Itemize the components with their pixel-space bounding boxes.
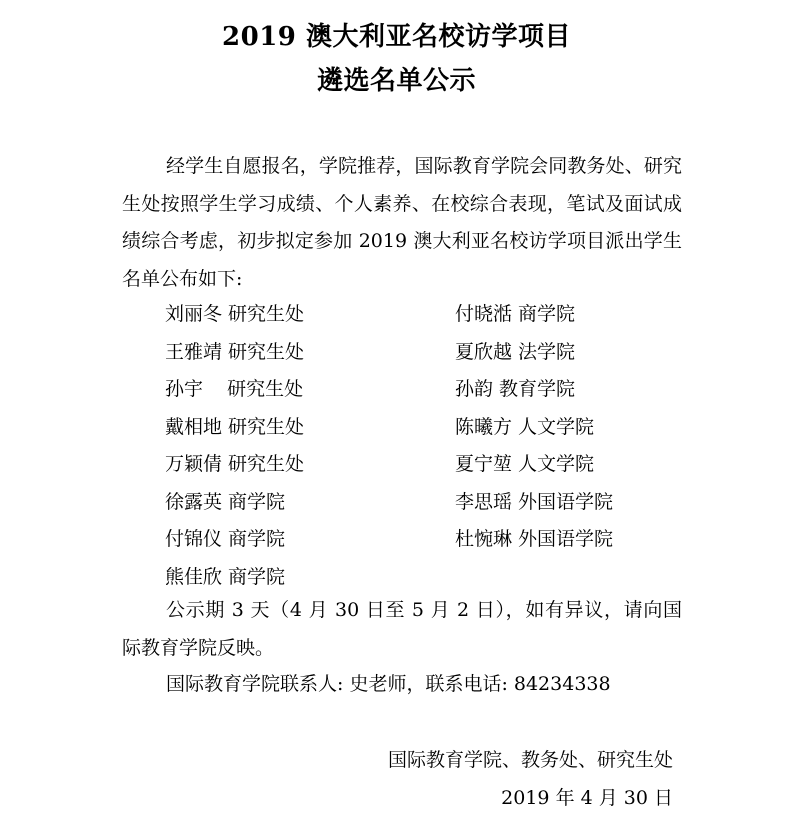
signature-date: 2019 年 4 月 30 日	[501, 787, 673, 809]
intro-paragraph: 经学生自愿报名，学院推荐，国际教育学院会同教务处、研究生处按照学生学习成绩、个人素养、在校综合表现，笔试及面试成绩综合考虑，初步拟定参加 2019 澳大利亚名校访学项目派出学生名单公布如下:	[122, 155, 682, 290]
student-row	[165, 559, 685, 597]
student-row	[165, 521, 685, 559]
student-entry: 万颖倩 研究生处	[165, 453, 305, 475]
student-entry: 陈曦方 人文学院	[455, 415, 595, 438]
student-row	[165, 334, 685, 372]
student-entry: 孙韵 教育学院	[455, 378, 576, 400]
student-entry: 孙宇 研究生处	[165, 378, 304, 400]
student-row	[165, 484, 685, 522]
student-entry: 徐露英 商学院	[165, 490, 286, 513]
student-entry: 杜惋琳 外国语学院	[455, 528, 614, 550]
notice-paragraph: 公示期 3 天（4 月 30 日至 5 月 2 日），如有异议，请向国际教育学院反映。	[122, 599, 682, 659]
student-row	[165, 296, 685, 334]
student-entry: 夏欣越 法学院	[455, 340, 576, 363]
student-entry: 戴相地 研究生处	[165, 415, 305, 438]
student-row	[165, 371, 685, 409]
student-entry: 付锦仪 商学院	[165, 528, 286, 550]
student-entry: 付晓湉 商学院	[455, 303, 576, 325]
document-subtitle: 遴选名单公示	[316, 66, 476, 96]
student-row	[165, 446, 685, 484]
contact-paragraph: 国际教育学院联系人: 史老师，联系电话: 84234338	[166, 673, 611, 695]
student-entry: 王雅靖 研究生处	[165, 340, 305, 363]
student-entry: 夏宁堃 人文学院	[455, 453, 595, 475]
student-entry: 李思瑶 外国语学院	[455, 490, 614, 513]
student-entry: 刘丽冬 研究生处	[165, 303, 305, 325]
student-entry: 熊佳欣 商学院	[165, 565, 286, 588]
document-title: 2019 澳大利亚名校访学项目	[222, 22, 571, 52]
student-row	[165, 409, 685, 447]
student-list	[165, 296, 685, 596]
signature-organization: 国际教育学院、教务处、研究生处	[387, 749, 673, 771]
